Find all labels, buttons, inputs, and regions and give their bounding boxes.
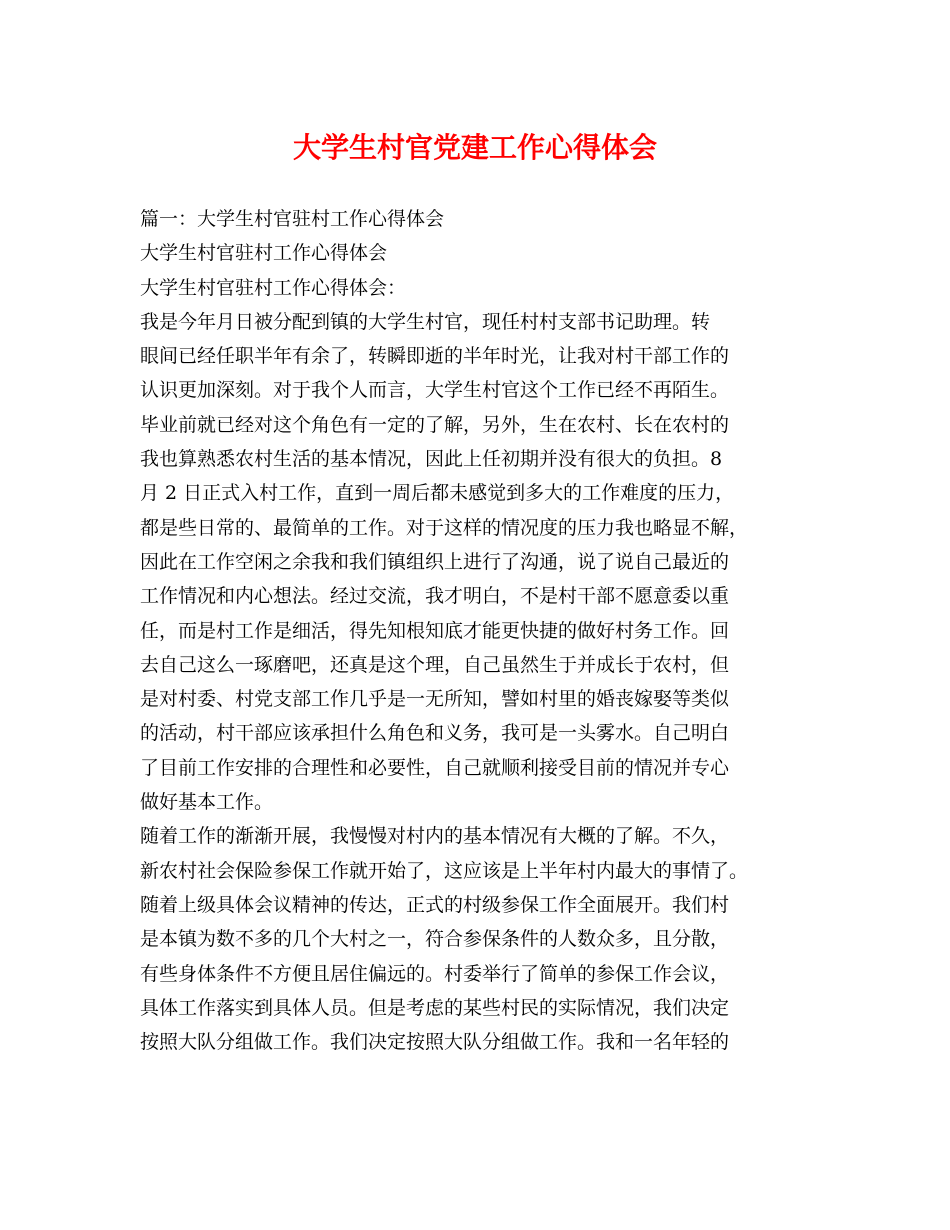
document-title: 大学生村官党建工作心得体会	[292, 131, 657, 164]
text-line: 做好基本工作。	[140, 791, 274, 814]
text-line: 随着上级具体会议精神的传达，正式的村级参保工作全面展开。我们村	[140, 893, 730, 916]
text-line: 去自己这么一琢磨吧，还真是这个理，自己虽然生于并成长于农村，但	[140, 653, 730, 676]
text-line: 篇一：大学生村官驻村工作心得体会	[140, 208, 445, 230]
text-line: 眼间已经任职半年有余了，转瞬即逝的半年时光，让我对村干部工作的	[140, 345, 730, 368]
text-line: 我也算熟悉农村生活的基本情况，因此上任初期并没有很大的负担。8	[140, 448, 723, 471]
document-body	[140, 202, 830, 1059]
text-line: 新农村社会保险参保工作就开始了，这应该是上半年村内最大的事情了。	[140, 859, 749, 882]
text-line: 月 2 日正式入村工作，直到一周后都未感觉到多大的工作难度的压力，	[140, 482, 735, 505]
text-line: 的活动，村干部应该承担什么角色和义务，我可是一头雾水。自己明白	[140, 722, 730, 745]
text-line: 大学生村官驻村工作心得体会	[140, 242, 388, 265]
text-line: 因此在工作空闲之余我和我们镇组织上进行了沟通，说了说自己最近的	[140, 550, 730, 573]
text-line: 按照大队分组做工作。我们决定按照大队分组做工作。我和一名年轻的	[140, 1031, 730, 1054]
text-line: 了目前工作安排的合理性和必要性，自己就顺利接受目前的情况并专心	[140, 756, 730, 779]
text-line: 毕业前就已经对这个角色有一定的了解，另外，生在农村、长在农村的	[140, 413, 730, 436]
text-line: 大学生村官驻村工作心得体会：	[140, 276, 407, 299]
text-line: 是对村委、村党支部工作几乎是一无所知，譬如村里的婚丧嫁娶等类似	[140, 688, 730, 711]
text-line: 具体工作落实到具体人员。但是考虑的某些村民的实际情况，我们决定	[140, 996, 730, 1019]
text-line: 任，而是村工作是细活，得先知根知底才能更快捷的做好村务工作。回	[140, 619, 730, 642]
text-line: 是本镇为数不多的几个大村之一，符合参保条件的人数众多，且分散，	[140, 928, 730, 951]
text-line: 工作情况和内心想法。经过交流，我才明白，不是村干部不愿意委以重	[140, 585, 730, 608]
text-line: 有些身体条件不方便且居住偏远的。村委举行了简单的参保工作会议，	[140, 962, 730, 985]
text-line: 我是今年月日被分配到镇的大学生村官，现任村村支部书记助理。转	[140, 310, 711, 333]
text-line: 随着工作的渐渐开展，我慢慢对村内的基本情况有大概的了解。不久，	[140, 825, 730, 848]
text-line: 都是些日常的、最简单的工作。对于这样的情况度的压力我也略显不解，	[140, 516, 749, 539]
text-line: 认识更加深刻。对于我个人而言，大学生村官这个工作已经不再陌生。	[140, 379, 730, 402]
